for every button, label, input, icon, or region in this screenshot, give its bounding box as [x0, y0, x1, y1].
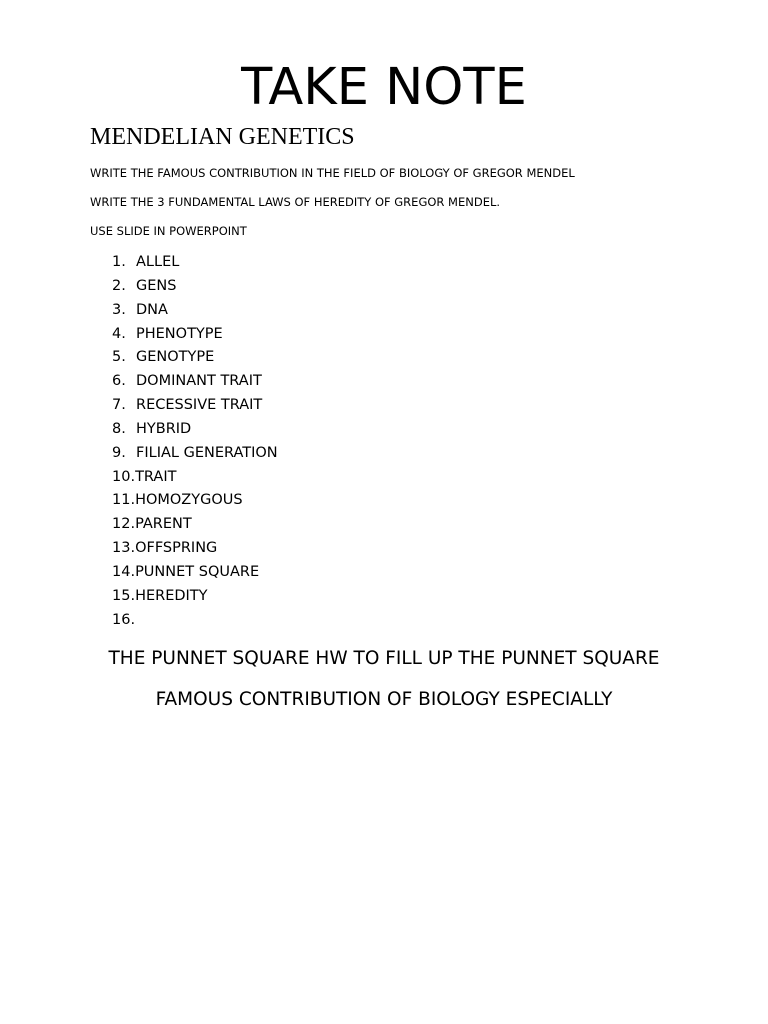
list-item: [112, 418, 278, 442]
note-line: THE PUNNET SQUARE HW TO FILL UP THE PUNNET SQUARE: [108, 648, 660, 669]
terms-list: [112, 251, 278, 633]
list-item-text: FILIAL GENERATION: [136, 444, 278, 461]
list-item-text: ALLEL: [136, 254, 180, 270]
list-item-text: PHENOTYPE: [136, 325, 223, 342]
list-item-text: GENS: [136, 277, 177, 294]
list-number: 7.: [112, 397, 126, 414]
list-item: [112, 466, 278, 490]
list-item-text: PARENT: [135, 516, 192, 533]
instruction-line: WRITE THE 3 FUNDAMENTAL LAWS OF HEREDITY OF GREGOR MENDEL.: [90, 195, 501, 209]
list-number: 9.: [112, 444, 126, 461]
list-item-text: OFFSPRING: [135, 540, 218, 557]
list-number: 3.: [112, 301, 126, 318]
list-item: [112, 370, 278, 394]
list-item: [112, 513, 278, 537]
section-heading: MENDELIAN GENETICS: [90, 124, 355, 150]
list-item-text: GENOTYPE: [136, 349, 215, 366]
instruction-line: USE SLIDE IN POWERPOINT: [90, 224, 247, 238]
list-number: 1.: [112, 254, 126, 270]
list-item: [112, 251, 278, 275]
list-item-text: RECESSIVE TRAIT: [136, 397, 263, 414]
list-item: [112, 561, 278, 585]
list-number: 12.: [112, 516, 136, 533]
list-number: 13.: [112, 540, 136, 557]
list-item-text: HYBRID: [136, 420, 192, 437]
list-item: [112, 489, 278, 513]
list-item: [112, 299, 278, 323]
list-item: [112, 609, 278, 633]
list-number: 10.: [112, 468, 136, 485]
list-item: [112, 442, 278, 466]
list-item-text: PUNNET SQUARE: [135, 563, 260, 580]
page-title: TAKE NOTE: [241, 58, 527, 117]
list-item: [112, 537, 278, 561]
list-number: 14.: [112, 563, 136, 580]
list-number: 8.: [112, 420, 126, 437]
list-item: [112, 585, 278, 609]
list-item: [112, 346, 278, 370]
list-item: [112, 394, 278, 418]
list-item: [112, 275, 278, 299]
list-number: 5.: [112, 349, 126, 366]
list-item: [112, 323, 278, 347]
list-number: 15.: [112, 587, 136, 604]
list-item-text: DNA: [136, 301, 168, 318]
list-number: 6.: [112, 373, 126, 390]
note-line: FAMOUS CONTRIBUTION OF BIOLOGY ESPECIALLY: [155, 689, 613, 710]
list-item-text: DOMINANT TRAIT: [136, 373, 262, 390]
list-item-text: HEREDITY: [135, 587, 208, 604]
list-number: 4.: [112, 325, 126, 342]
list-number: 2.: [112, 277, 126, 294]
list-number: 16.: [112, 611, 136, 628]
list-number: 11.: [112, 492, 136, 509]
instruction-line: WRITE THE FAMOUS CONTRIBUTION IN THE FIELD OF BIOLOGY OF GREGOR MENDEL: [90, 166, 575, 180]
list-item-text: TRAIT: [135, 468, 177, 485]
list-item-text: HOMOZYGOUS: [135, 492, 243, 509]
